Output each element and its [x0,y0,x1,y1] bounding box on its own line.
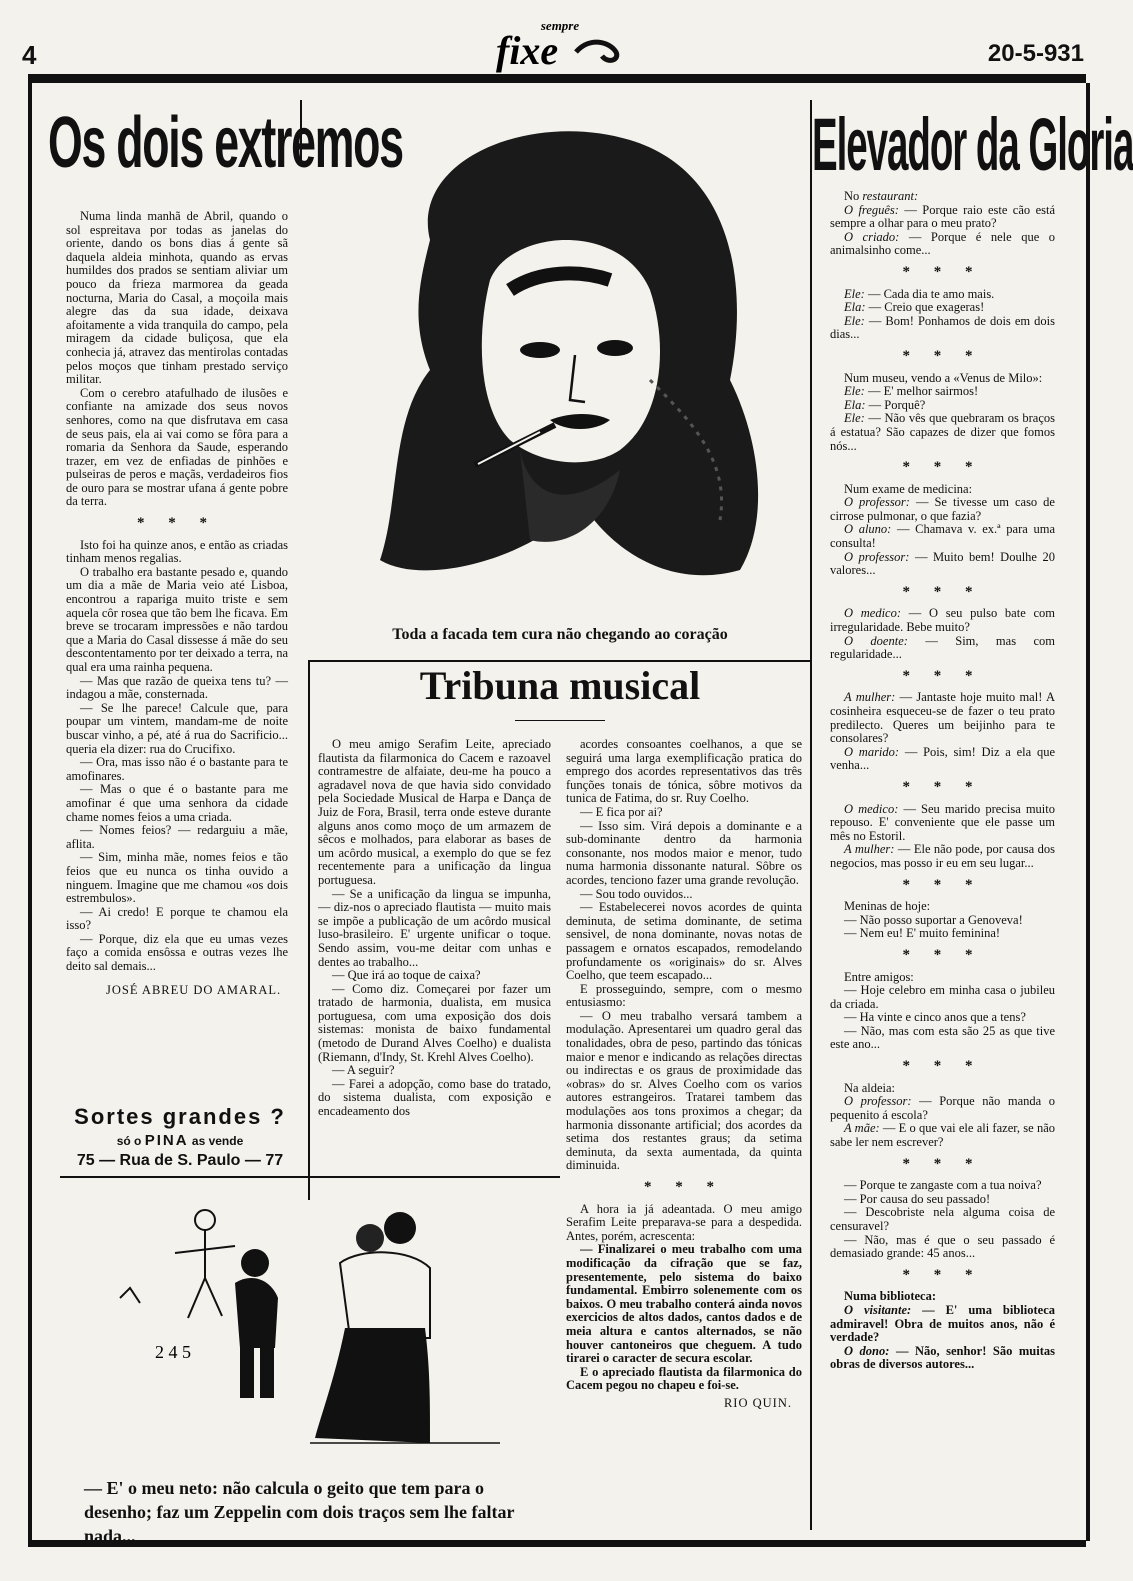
advert-box [60,1104,300,1170]
tribuna-paragraph: E o apreciado flautista da filarmonica do Cacem pegou no chapeu e foi-se. [566,1364,802,1393]
top-rule [28,74,1086,83]
joke-line: O criado: — Porque é nele que o animalsinho come... [830,229,1056,258]
cartoon-illustration [100,1198,520,1468]
tribuna-signature: RIO QUIN. [723,1395,792,1410]
left-paragraph: — Sim, minha mãe, nomes feios e tão feios que eu nunca os tinha ouvido a ninguem. Imagine que me chamou «os dois estrembulos». [66,850,288,906]
section-stars: * * * [902,347,983,364]
tribuna-paragraph: — Estabelecerei novos acordes de quinta deminuta, de setima dominante, de setima sensivel, de nona dominante, novas notas de passagem e ornatos escapados, remodelando profundamente os «originais» do sr. Alves Coelho, que teem escapado... [566,900,802,983]
tribuna-left-rule [308,660,310,1200]
joke-line: Ela: — Porquê? [844,397,926,412]
joke-line: Num museu, vendo a «Venus de Milo»: [844,370,1043,385]
left-article-title: Os dois extremos [48,103,403,183]
logo-main-text: fixe [496,28,559,73]
tribuna-column-1 [318,738,551,1119]
tribuna-paragraph: E prosseguindo, sempre, com o mesmo entusiasmo: [566,981,802,1010]
tribuna-title: Tribuna musical [419,663,701,708]
joke-line: Meninas de hoje: [844,899,931,914]
tribuna-paragraph: — E fica por ai? [580,804,663,819]
joke-line: A mãe: — E o que vai ele ali fazer, se não sabe ler nem escrever? [830,1121,1055,1150]
section-stars: * * * [902,1155,983,1172]
right-column-jokes [830,190,1055,1372]
joke-line: — Não, mas com esta são 25 as que tive este ano... [830,1023,1055,1052]
section-stars: * * * [902,1266,983,1283]
joke-line: O freguês: — Porque raio este cão está sempre a olhar para o meu prato? [830,202,1056,231]
tribuna-paragraph: A hora ia já adeantada. O meu amigo Serafim Leite preparava-se para a despedida. Antes, porém, acrescenta: [566,1201,802,1243]
woman-illustration [370,120,770,590]
joke-line: O professor: — Muito bem! Doulhe 20 valores... [830,549,1055,578]
advert-address: 75 — Rua de S. Paulo — 77 [76,1152,284,1169]
section-stars: * * * [902,667,983,684]
section-stars: * * * [644,1179,724,1195]
logo-small-text: sempre [540,18,580,33]
left-article-body [66,210,288,997]
joke-line: Na aldeia: [844,1080,896,1095]
joke-line: — Não posso suportar a Genoveva! [844,912,1023,927]
cartoon-caption: — E' o meu neto: não calcula o geito que tem para o desenho; faz um Zeppelin com dois traços sem lhe faltar nada... [84,1478,515,1546]
joke-line: Ele: — E' melhor sairmos! [844,384,979,399]
left-paragraph: — Mas o que é o bastante para me amofinar é que uma senhora da cidade chame nomes feios a uma criada. [66,782,288,824]
advert-subline [60,1132,300,1149]
joke-line: — Por causa do seu passado! [844,1191,991,1206]
advert-name: PINA [144,1132,189,1149]
advert-headline: Sortes grandes ? [74,1104,286,1129]
left-paragraph: Numa linda manhã de Abril, quando o sol espreitava por todas as janelas do oriente, dando os bons dias á gente sã daquela aldeia minhota, quando as ervas humildes dos prados se sentiam aliviar um pouco da frieza marmorea da geada nocturna, Maria do Casal, a moçoila mais alegre das da sua idade, deixava afoitamente a vida tranquila do campo, pela miragem da cidade buliçosa, que ela conhecia já, atravez das mentirolas contadas pelos moços que tinham prestado serviço militar. [66,209,288,387]
issue-date: 20-5-931 [987,40,1084,67]
tribuna-paragraph: — Se a unificação da lingua se impunha, — diz-nos o apreciado flautista — muito mais se impõe a publicação de um acôrdo musical luso-brasileiro. E' urgente unificar o toque. Sendo assim, vou-me deitar com unhas e dentes ao trabalho... [318,886,551,969]
tribuna-paragraph: — O meu trabalho versará tambem a modulação. Apresentarei um quadro geral das tonalidades, obra de peso, partindo das tónicas maior e menor e indicando as relações directas ou indirectas e os graus de proximidade das «obras» do sr. Alves Coelho com os varios autores estrangeiros. Tratarei tambem das modulações aos tons proximos a chegar; da harmonia dissonante artificial; dos acordes da setima dos restantes graus; da setima deminuta, da sexta aumentada, da quinta diminuida. [566,1008,802,1173]
tribuna-paragraph: — Sou todo ouvidos... [580,886,693,901]
tribuna-paragraph: — Como diz. Começarei por fazer um tratado de harmonia, dualista, em musica portuguesa, com uma exposição dos dois sistemas: monista de baixo fundamental (metodo de Durand Alves Coelho) e dualista (Riemann, d'Indy, St. Krehl Alves Coelho). [318,981,551,1064]
tribuna-paragraph: O meu amigo Serafim Leite, apreciado flautista da filarmonica do Cacem e razoavel contramestre de alfaiate, deu-me ha pouco a agradavel nova de que havia sido convidado pela Sociedade Musical de Harpa e Dança de Juiz de Fora, Brasil, terra onde esteve durante alguns anos como moço de um armazem de sêcos e molhados, para elaborar as bases de um acôrdo musical, a exemplo do que se fez recentemente para a unificação da lingua portuguesa. [318,737,551,887]
joke-line: O dono: — Não, senhor! São muitas obras de diversos autores... [830,1343,1055,1372]
left-paragraph: — Se lhe parece! Calcule que, para poupar um vintem, mandam-me de noite buscar vinho, a pé, até á rua do Sacrificio... queria ela dizer: rua do Crucifixo. [66,700,288,756]
joke-line: O professor: — Porque não manda o pequenito á escola? [830,1094,1055,1122]
advert-post: as vende [191,1134,244,1148]
joke-line: A mulher: — Jantaste hoje muito mal! A cosinheira esqueceu-se de fazer o teu prato predilecto. Queres um beijinho para te consolares? [830,690,1055,746]
left-paragraph: Com o cerebro atafulhado de ilusões e confiante na amizade dos seus novos senhores, como na que disfrutava em casa de seus pais, ela ai vai como se fôra para a romaria da Senhora da Saude, esperando trazer, em vez de enfiadas de pinhões e pulseiras de peros e maçãs, verdadeiros fios de ouro para se mostrar ufana á gente pobre da terra. [66,385,288,509]
joke-line: — Ha vinte e cinco anos que a tens? [844,1010,1026,1025]
left-paragraph: — Porque, diz ela que eu umas vezes faço a comida ensôssa e outras vezes lhe deito sal demais... [66,931,288,974]
page-number: 4 [22,40,37,70]
section-stars: * * * [137,515,217,532]
joke-line: O visitante: — E' uma biblioteca admiravel! Obra de muitos anos, não é verdade? [830,1302,1055,1345]
tribuna-paragraph: — Finalizarei o meu trabalho com uma modificação da cifração que se faz, presentemente, pelo sistema do baixo fundamental. Embirro solenemente com os baixos. O meu trabalho conterá ainda novos exercicios de altos dados, cantos dados e de meia altura e cantos alternados, se não houver cantoneiros que cheguem. A tudo tirarei o caracter de secura escolar. [566,1242,802,1366]
joke-line: — Não, mas é que o seu passado é demasiado grande: 45 anos... [830,1232,1055,1261]
joke-line: — Descobriste nela alguma coisa de censuravel? [830,1205,1055,1233]
left-paragraph: — Mas que razão de queixa tens tu? — indagou a mãe, consternada. [66,673,288,702]
title-ornament [515,720,605,721]
cartoon-top-rule [60,1176,560,1178]
joke-line: Entre amigos: [844,969,914,984]
section-stars: * * * [902,1058,983,1075]
section-stars: * * * [902,876,983,893]
joke-line: A mulher: — Ele não pode, por causa dos negocios, mas posso ir eu em seu lugar... [830,842,1055,870]
joke-line: Num exame de medicina: [844,481,973,496]
tribuna-paragraph: — A seguir? [332,1063,395,1078]
tribuna-paragraph: — Isso sim. Virá depois a dominante e a sub-dominante dentro da harmonia consonante, nos modos maior e menor, tudo numa harmonia dissonante natural. Sôbre os acordes, tenciono fazer uma grande revolução. [566,818,802,887]
joke-line: O doente: — Sim, mas com regularidade... [830,633,1055,662]
joke-line: O aluno: — Chamava v. ex.ª para uma consulta! [830,522,1055,551]
tribuna-paragraph: — Farei a adopção, como base do tratado, do sistema dualista, com exposição e encadeamento dos [318,1076,551,1119]
right-column-rule [810,100,812,1530]
joke-line: O professor: — Se tivesse um caso de cirrose pulmonar, o que fazia? [830,495,1055,523]
section-stars: * * * [902,263,983,280]
joke-line: O medico: — Seu marido precisa muito repouso. E' conveniente que ele passe um mês no Estoril. [830,801,1055,843]
tribuna-column-2 [566,738,802,1411]
left-signature: JOSÉ ABREU DO AMARAL. [106,982,282,997]
right-column-title: Elevador da Gloria [812,103,1133,186]
section-stars: * * * [902,946,983,963]
tribuna-paragraph: acordes consoantes coelhanos, a que se seguirá uma larga exemplificação pratica do emprego dos acordes representativos das três funções tonais de tónica, sôbre motivos da tunica de Fatima, do sr. Ruy Coelho. [566,737,802,806]
joke-line: — Nem eu! E' muito feminina! [844,926,1001,941]
joke-line: O marido: — Pois, sim! Diz a ela que venha... [830,744,1055,773]
section-stars: * * * [902,778,983,795]
advert-pre: só o [116,1134,142,1148]
section-stars: * * * [902,583,983,600]
left-paragraph: Isto foi ha quinze anos, e então as criadas tinham menos regalias. [66,537,288,566]
left-paragraph: — Ai credo! E porque te chamou ela isso? [66,904,288,933]
joke-line: Ele: — Bom! Ponhamos de dois em dois dias... [830,313,1055,342]
left-paragraph: — Nomes feios? — redarguiu a mãe, aflita. [66,823,288,851]
joke-line: O medico: — O seu pulso bate com irregularidade. Bebe muito? [830,606,1055,635]
masthead-logo [490,14,630,74]
joke-line: No restaurant: [844,189,919,203]
left-paragraph: — Ora, mas isso não é o bastante para te amofinares. [66,755,288,783]
tribuna-paragraph: — Que irá ao toque de caixa? [332,968,481,983]
joke-line: — Porque te zangaste com a tua noiva? [844,1178,1042,1193]
joke-line: Ele: — Não vês que quebraram os braços á estatua? São capazes de dizer que fomos nós... [830,411,1055,453]
joke-line: Numa biblioteca: [844,1289,937,1304]
joke-line: Ela: — Creio que exageras! [844,300,985,315]
joke-line: — Hoje celebro em minha casa o jubileu da criada. [830,983,1055,1011]
section-stars: * * * [902,459,983,476]
illustration-caption: Toda a facada tem cura não chegando ao coração [392,626,728,643]
left-paragraph: O trabalho era bastante pesado e, quando um dia a mãe de Maria veio até Lisboa, encontrou a rapariga muito triste e sem aquela côr rosea que tão bem lhe ficava. Em breve se trocaram impressões e não tardou que a Maria do Casal dissesse á mãe do seu descontentamento por ter deixado a terra, na qual era uma rainha pequena. [66,564,288,674]
joke-line: Ele: — Cada dia te amo mais. [844,286,995,301]
scribble-digits: 2 4 5 [155,1342,191,1362]
